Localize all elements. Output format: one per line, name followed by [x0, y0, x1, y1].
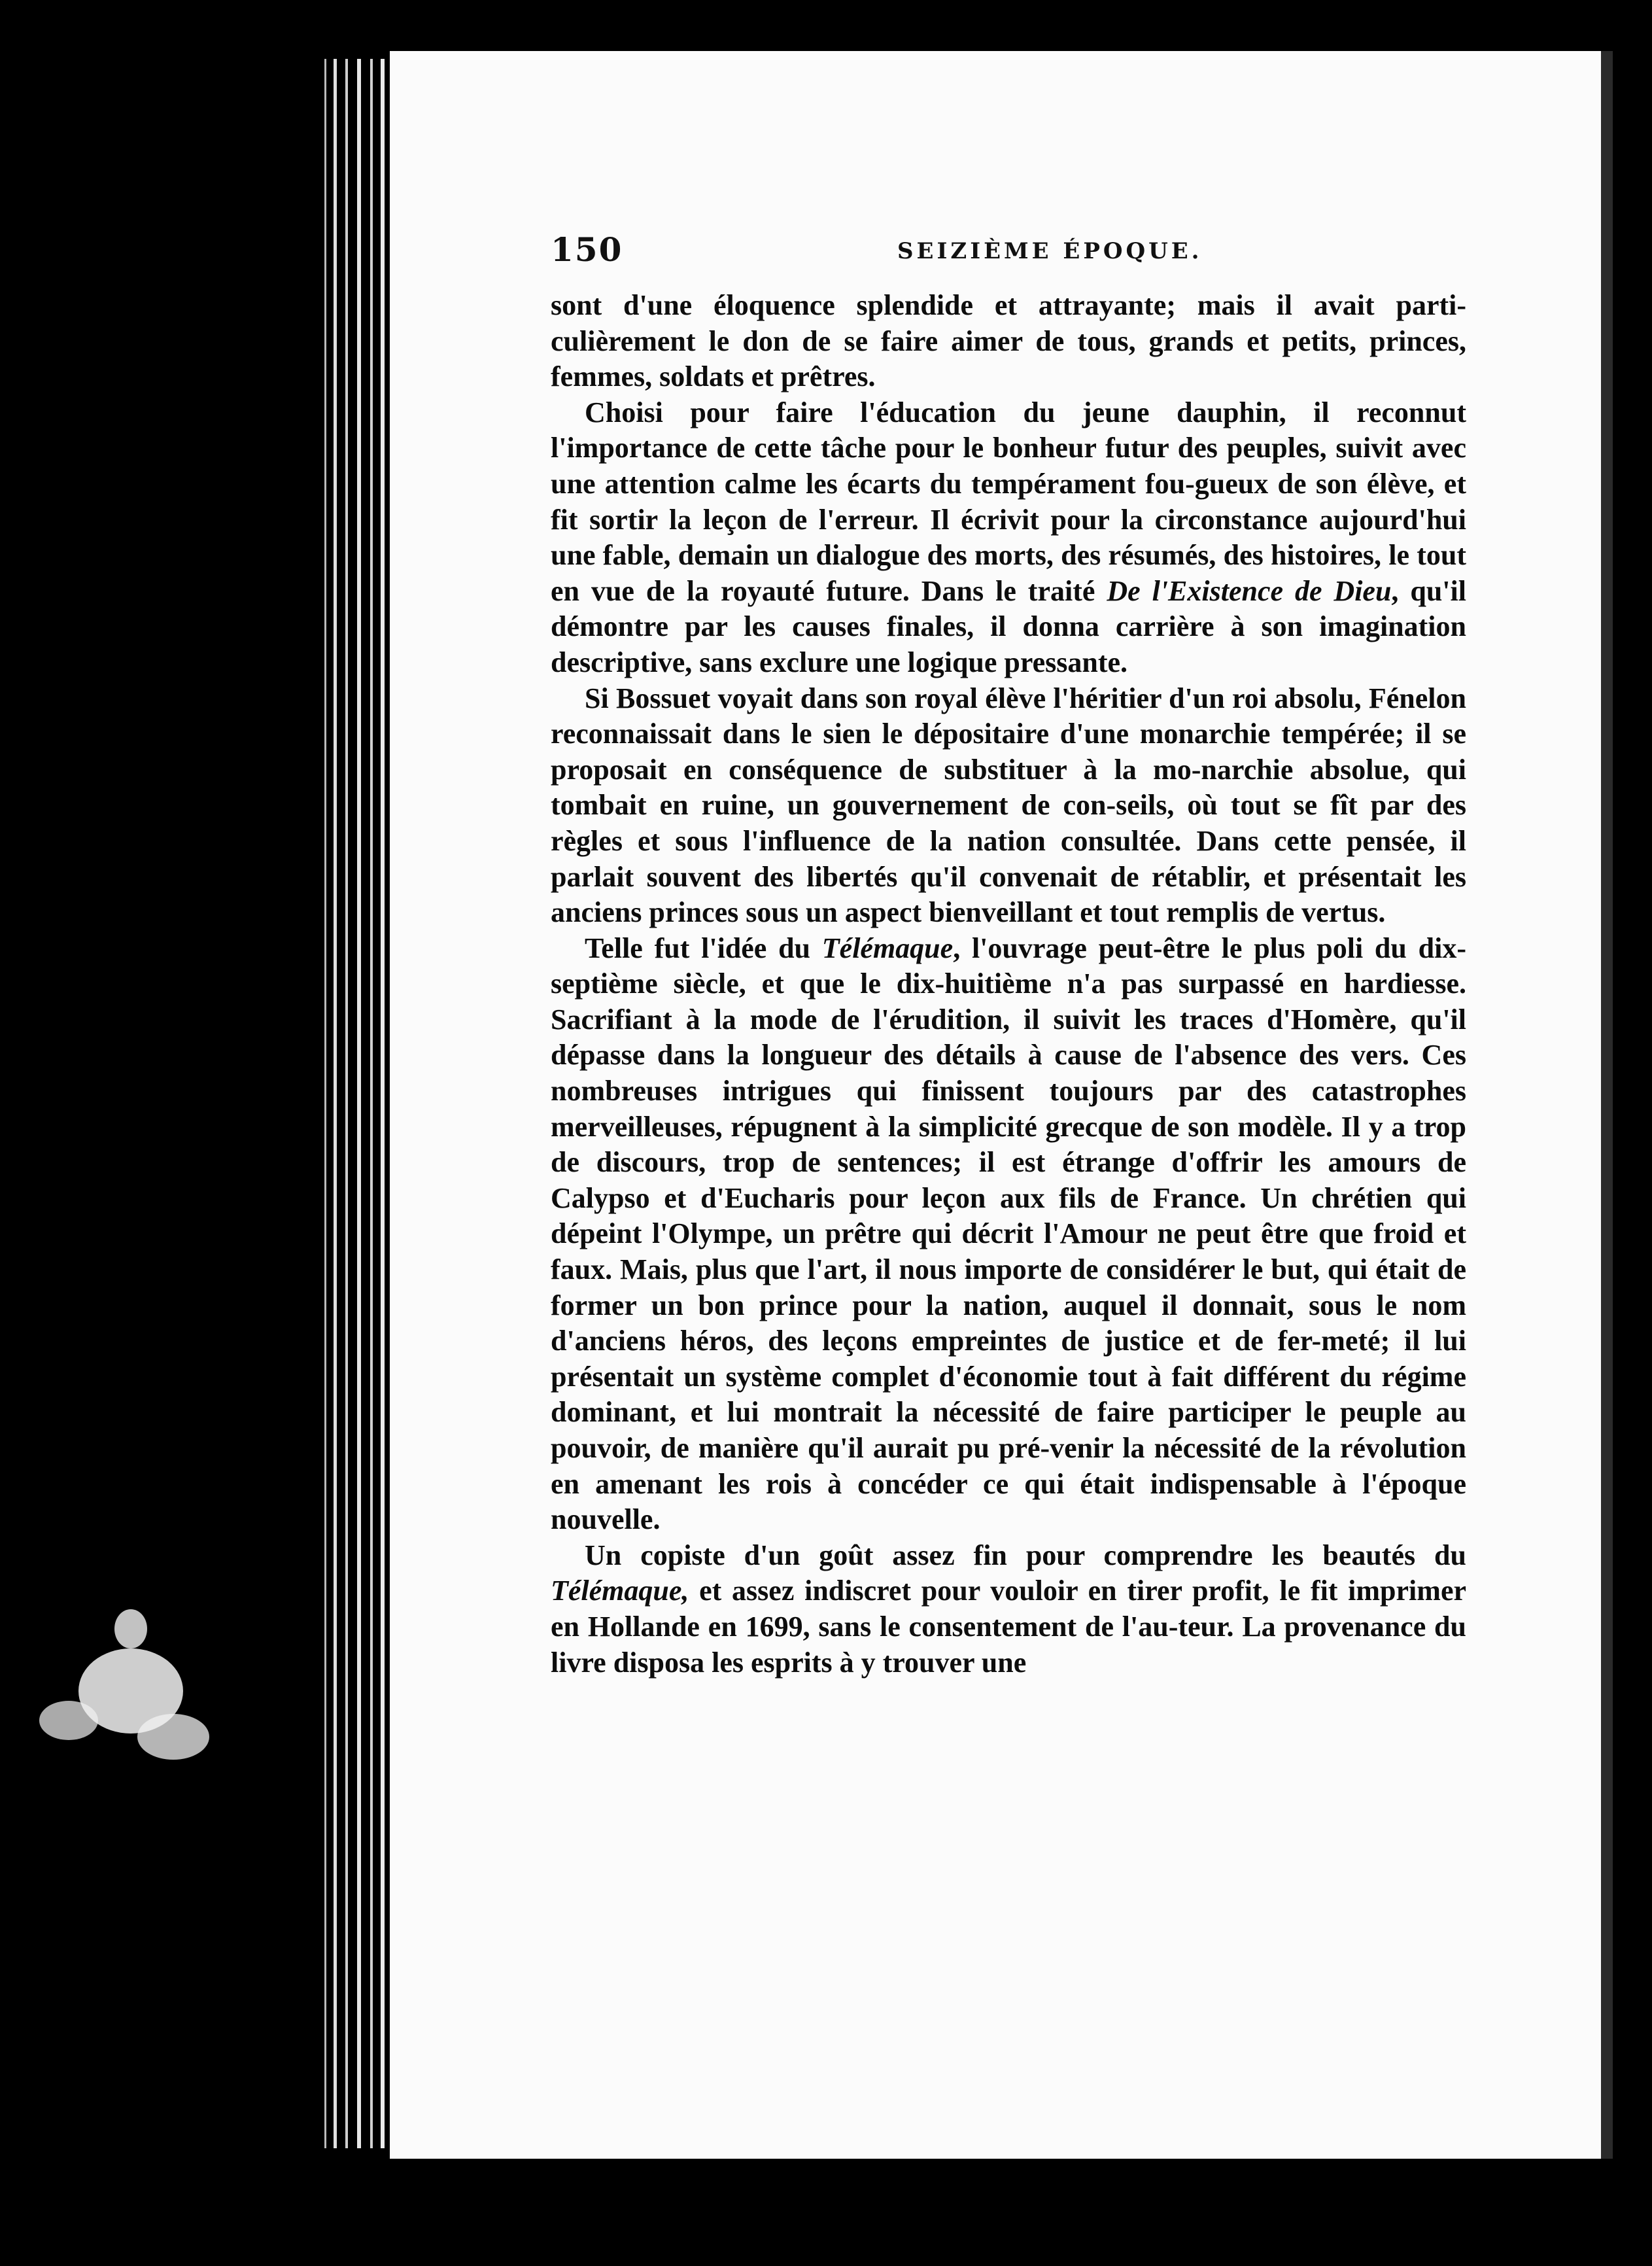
- paper-debris-speck: [137, 1714, 209, 1760]
- paragraph-4-text-a: Telle fut l'idée du: [585, 932, 822, 964]
- paragraph-1: [551, 288, 1466, 395]
- paragraph-2-text-a: Choisi pour faire l'éducation du jeune dauphin, il reconnut l'importance de cette tâche pour le bonheur futur des peuples, suivit avec une attention calme les écarts du tempérament fou-gueux de son élève, et fit sortir la leçon de l'erreur. Il écrivit pour la circonstance aujourd'hui une fable, demain un dialogue des morts, des résumés, des histoires, le tout en vue de la royauté future. Dans le traité: [551, 396, 1466, 607]
- paragraph-3: [551, 681, 1466, 931]
- book-edge-line: [345, 59, 348, 2148]
- paragraph-4: [551, 931, 1466, 1538]
- paragraph-4-italic-title: Télémaque: [821, 932, 954, 964]
- paper-debris-speck: [114, 1609, 147, 1648]
- page-header: [551, 230, 1571, 276]
- paragraph-2-italic-title: De l'Existence de Dieu: [1107, 574, 1392, 607]
- paragraph-5-italic-title: Télémaque,: [551, 1575, 689, 1607]
- paragraph-2-text-b: , qu'il démontre par les causes finales, il donna carrière à son imagination descriptive, sans exclure une logique pressante.: [551, 574, 1466, 678]
- paragraph-5: [551, 1538, 1466, 1681]
- book-edge-line: [370, 59, 373, 2148]
- paragraph-5-text-a: Un copiste d'un goût assez fin pour comprendre les beautés du: [585, 1539, 1466, 1571]
- paragraph-1-text: sont d'une éloquence splendide et attrayante; mais il avait parti-culièrement le don de se faire aimer de tous, grands et petits, princes, femmes, soldats et prêtres.: [551, 289, 1466, 393]
- body-text: [551, 288, 1466, 1681]
- paragraph-3-text: Si Bossuet voyait dans son royal élève l'héritier d'un roi absolu, Fénelon reconnaissait dans le sien le dépositaire d'une monarchie tempérée; il se proposait en conséquence de substituer à la mo-narchie absolue, qui tombait en ruine, un gouvernement de con-seils, où tout se fît par des règles et sous l'influence de la nation consultée. Dans cette pensée, il parlait souvent des libertés qu'il convenait de rétablir, et présentait les anciens princes sous un aspect bienveillant et tout remplis de vertus.: [551, 682, 1466, 929]
- paragraph-5-text-b: et assez indiscret pour vouloir en tirer profit, le fit imprimer en Hollande en 1699, sans le consentement de l'au-teur. La provenance du livre disposa les esprits à y trouver une: [551, 1575, 1466, 1679]
- page-gutter-shadow: [1601, 51, 1613, 2159]
- book-edge-line: [381, 59, 385, 2148]
- paragraph-4-text-b: , l'ouvrage peut-être le plus poli du dix-septième siècle, et que le dix-huitième n'a pas surpassé en hardiesse. Sacrifiant à la mode de l'érudition, il suivit les traces d'Homère, qu'il dépasse dans la longueur des détails à cause de l'absence des vers. Ces nombreuses intrigues qui finissent toujours par des catastrophes merveilleuses, répugnent à la simplicité grecque de son modèle. Il y a trop de discours, trop de sentences; il est étrange d'offrir les amours de Calypso et d'Eucharis pour leçon aux fils de France. Un chrétien qui dépeint l'Olympe, un prêtre qui décrit l'Amour ne peut être que froid et faux. Mais, plus que l'art, il nous importe de considérer le but, qui était de former un bon prince pour la nation, auquel il donnait, sous le nom d'anciens héros, des leçons empreintes de justice et de fer-meté; il lui présentait un système complet d'économie tout à fait différent du régime dominant, et lui montrait la nécessité de faire participer le peuple au pouvoir, de manière qu'il aurait pu pré-venir la nécessité de la révolution en amenant les rois à concéder ce qui était indispensable à l'époque nouvelle.: [551, 932, 1466, 1536]
- book-edge-line: [357, 59, 361, 2148]
- paragraph-2: [551, 395, 1466, 681]
- page-number: 150: [551, 230, 623, 269]
- running-title: SEIZIÈME ÉPOQUE.: [897, 238, 1203, 264]
- book-edge-line: [324, 59, 326, 2148]
- book-edge-line: [334, 59, 337, 2148]
- paper-debris-speck: [39, 1701, 98, 1740]
